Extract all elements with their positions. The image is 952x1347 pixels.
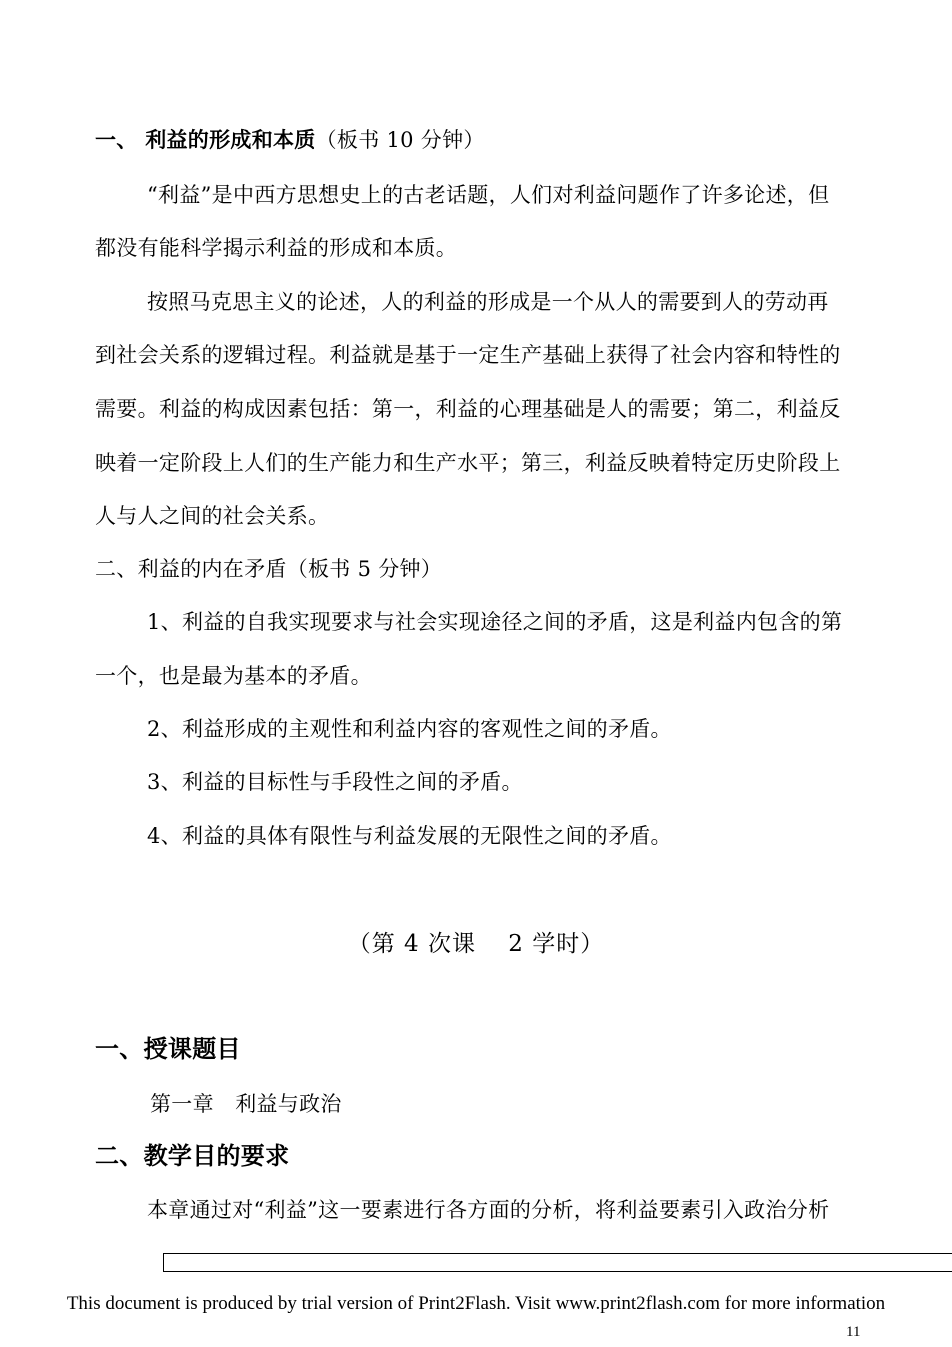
paragraph-line: 需要。利益的构成因素包括：第一，利益的心理基础是人的需要；第二，利益反	[95, 397, 841, 421]
list-item-line: 1、利益的自我实现要求与社会实现途径之间的矛盾，这是利益内包含的第	[147, 610, 843, 634]
paragraph-line: 按照马克思主义的论述，人的利益的形成是一个从人的需要到人的劳动再	[147, 290, 829, 314]
list-item-line: 3、利益的目标性与手段性之间的矛盾。	[147, 770, 523, 794]
section-heading-contradictions: 二、利益的内在矛盾（板书 5 分钟）	[95, 557, 443, 581]
paragraph-line: 人与人之间的社会关系。	[95, 504, 330, 528]
list-item-line: 2、利益形成的主观性和利益内容的客观性之间的矛盾。	[147, 717, 672, 741]
paragraph-line: 映着一定阶段上人们的生产能力和生产水平；第三，利益反映着特定历史阶段上	[95, 451, 841, 475]
list-item-line: 4、利益的具体有限性与利益发展的无限性之间的矛盾。	[147, 824, 672, 848]
topic-heading: 一、授课题目	[95, 1035, 241, 1063]
page-number: 11	[846, 1324, 861, 1340]
topic-content: 第一章 利益与政治	[150, 1092, 342, 1116]
paragraph-line: “利益”是中西方思想史上的古老话题，人们对利益问题作了许多论述，但	[147, 183, 830, 207]
section-heading-note: （板书 10 分钟）	[315, 128, 485, 152]
goals-heading: 二、教学目的要求	[95, 1142, 290, 1170]
paragraph-line: 到社会关系的逻辑过程。利益就是基于一定生产基础上获得了社会内容和特性的	[95, 343, 841, 367]
footer-frame	[163, 1253, 952, 1272]
section-heading-formation	[95, 125, 485, 155]
section-heading-text: 一、 利益的形成和本质	[95, 128, 316, 152]
lesson-title: （第 4 次课 2 学时）	[347, 931, 605, 957]
list-item-line: 一个，也是最为基本的矛盾。	[95, 664, 372, 688]
trial-notice: This document is produced by trial version of Print2Flash. Visit www.print2flash.com for more information	[66, 1293, 886, 1314]
paragraph-line: 都没有能科学揭示利益的形成和本质。	[95, 236, 458, 260]
goals-content: 本章通过对“利益”这一要素进行各方面的分析，将利益要素引入政治分析	[147, 1198, 830, 1222]
